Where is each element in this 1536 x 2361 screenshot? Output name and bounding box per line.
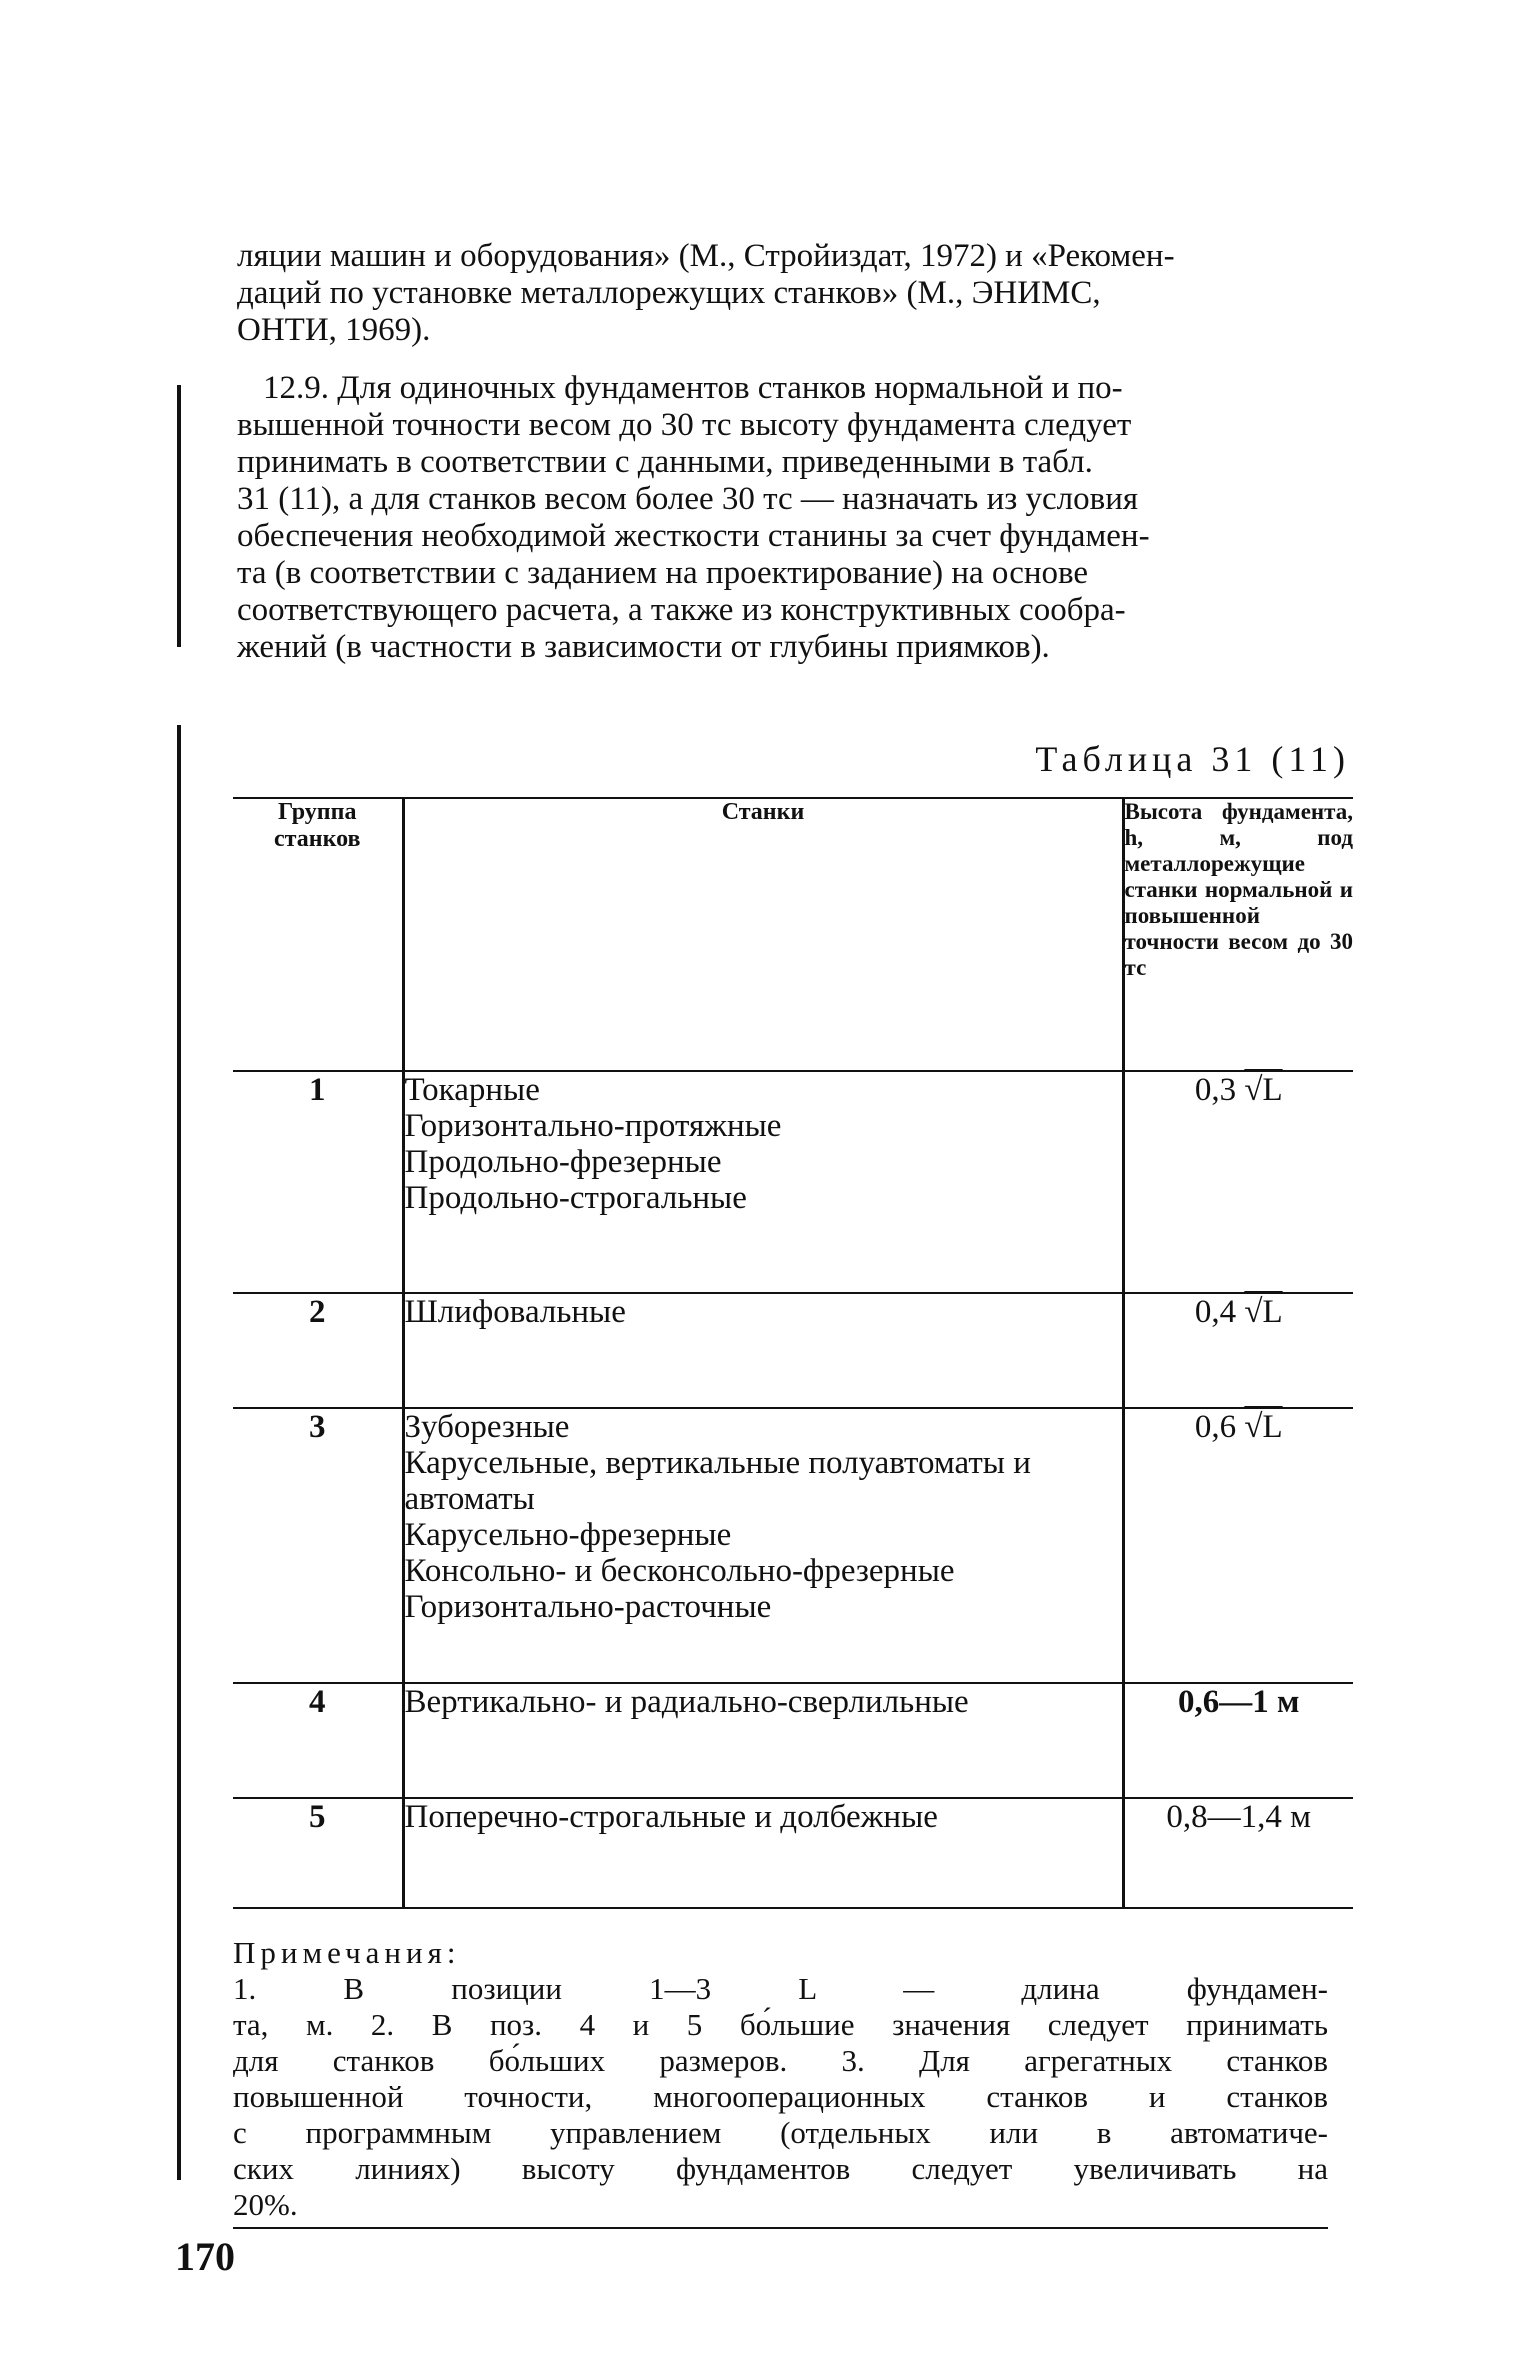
section-12-9-paragraph	[237, 370, 1352, 666]
intro-paragraph	[237, 238, 1352, 349]
notes-line: повышенной точности, многооперационных станков и станков	[233, 2079, 1328, 2114]
notes-line: ских линиях) высоту фундаментов следует увеличивать на	[233, 2151, 1328, 2186]
row-height-value: 0,8—1,4 м	[1123, 1798, 1353, 1908]
row-height-value: 0,6—1 м	[1123, 1683, 1353, 1798]
machine-item: Консольно- и бесконсольно-фрезерные	[404, 1553, 955, 1589]
section-line: 31 (11), а для станков весом более 30 тс — назначать из условия	[237, 481, 1139, 517]
section-line: та (в соответствии с заданием на проектирование) на основе	[237, 555, 1089, 591]
row-group: 5	[233, 1798, 403, 1908]
machine-item: Горизонтально-протяжные	[404, 1108, 782, 1144]
table-title: Таблица 31 (11)	[1035, 739, 1350, 779]
machine-item: Вертикально- и радиально-сверлильные	[404, 1684, 969, 1720]
table-header-row	[233, 798, 1353, 1071]
table-row	[233, 1293, 1353, 1408]
header-group	[233, 798, 403, 1071]
table-row	[233, 1408, 1353, 1683]
header-group-line: Группа	[278, 799, 357, 825]
row-height-value	[1123, 1293, 1353, 1408]
revision-bar-section	[177, 385, 181, 647]
notes-line: 20%.	[233, 2187, 298, 2222]
table-row	[233, 1798, 1353, 1908]
intro-line: ляции машин и оборудования» (М., Стройиздат, 1972) и «Рекомен-	[237, 238, 1175, 274]
coef: 0,6	[1194, 1409, 1245, 1445]
machine-item: Карусельно-фрезерные	[404, 1517, 732, 1553]
notes-line: для станков бо́льших размеров. 3. Для агрегатных станков	[233, 2043, 1328, 2078]
row-group: 3	[233, 1408, 403, 1683]
table-row	[233, 1071, 1353, 1293]
coef: 0,4	[1194, 1294, 1245, 1330]
row-group: 2	[233, 1293, 403, 1408]
machine-item: Карусельные, вертикальные полуавтоматы и автоматы	[404, 1445, 1031, 1517]
section-line: принимать в соответствии с данными, приведенными в табл.	[237, 444, 1093, 480]
revision-bar-table	[177, 725, 181, 2180]
table-notes	[233, 1935, 1328, 2229]
coef: 0,3	[1194, 1072, 1245, 1108]
page-number: 170	[175, 2234, 235, 2279]
machine-item: Продольно-фрезерные	[404, 1144, 722, 1180]
machine-item: Продольно-строгальные	[404, 1180, 747, 1216]
header-height: Высота фундамента, h, м, под металлорежущие станки нормальной и повышенной точности весом до 30 тс	[1123, 798, 1353, 1071]
row-height-value	[1123, 1071, 1353, 1293]
header-group-line: станков	[274, 826, 361, 852]
notes-line: та, м. 2. В поз. 4 и 5 бо́льшие значения следует принимать	[233, 2007, 1328, 2042]
section-line: вышенной точности весом до 30 тс высоту фундамента следует	[237, 407, 1132, 443]
row-machines	[403, 1293, 1123, 1408]
row-machines	[403, 1798, 1123, 1908]
intro-line: ОНТИ, 1969).	[237, 312, 431, 348]
header-machines: Станки	[403, 798, 1123, 1071]
section-line: обеспечения необходимой жесткости станины за счет фундамен-	[237, 518, 1150, 554]
sqrt-l: √L	[1244, 1072, 1283, 1108]
notes-line	[233, 1935, 1328, 2007]
sqrt-l: √L	[1244, 1294, 1283, 1330]
notes-label: Примечания:	[233, 1935, 461, 1970]
row-group: 4	[233, 1683, 403, 1798]
sqrt-l: √L	[1244, 1409, 1283, 1445]
row-machines	[403, 1071, 1123, 1293]
row-group: 1	[233, 1071, 403, 1293]
machine-item: Зуборезные	[404, 1409, 570, 1445]
section-line: соответствующего расчета, а также из конструктивных сообра-	[237, 592, 1126, 628]
notes-first-line: 1. В позиции 1—3 L — длина фундамен-	[233, 1971, 1328, 2006]
table-row	[233, 1683, 1353, 1798]
machine-item: Токарные	[404, 1072, 540, 1108]
machine-item: Горизонтально-расточные	[404, 1589, 772, 1625]
row-machines	[403, 1683, 1123, 1798]
section-line: 12.9. Для одиночных фундаментов станков нормальной и по-	[263, 370, 1123, 406]
row-height-value	[1123, 1408, 1353, 1683]
machine-item: Поперечно-строгальные и долбежные	[404, 1799, 938, 1835]
foundation-height-table	[233, 797, 1353, 1909]
machine-item: Шлифовальные	[404, 1294, 626, 1330]
row-machines	[403, 1408, 1123, 1683]
intro-line: даций по установке металлорежущих станков» (М., ЭНИМС,	[237, 275, 1101, 311]
section-line: жений (в частности в зависимости от глубины приямков).	[237, 629, 1050, 665]
notes-line: с программным управлением (отдельных или в автоматиче-	[233, 2115, 1328, 2150]
